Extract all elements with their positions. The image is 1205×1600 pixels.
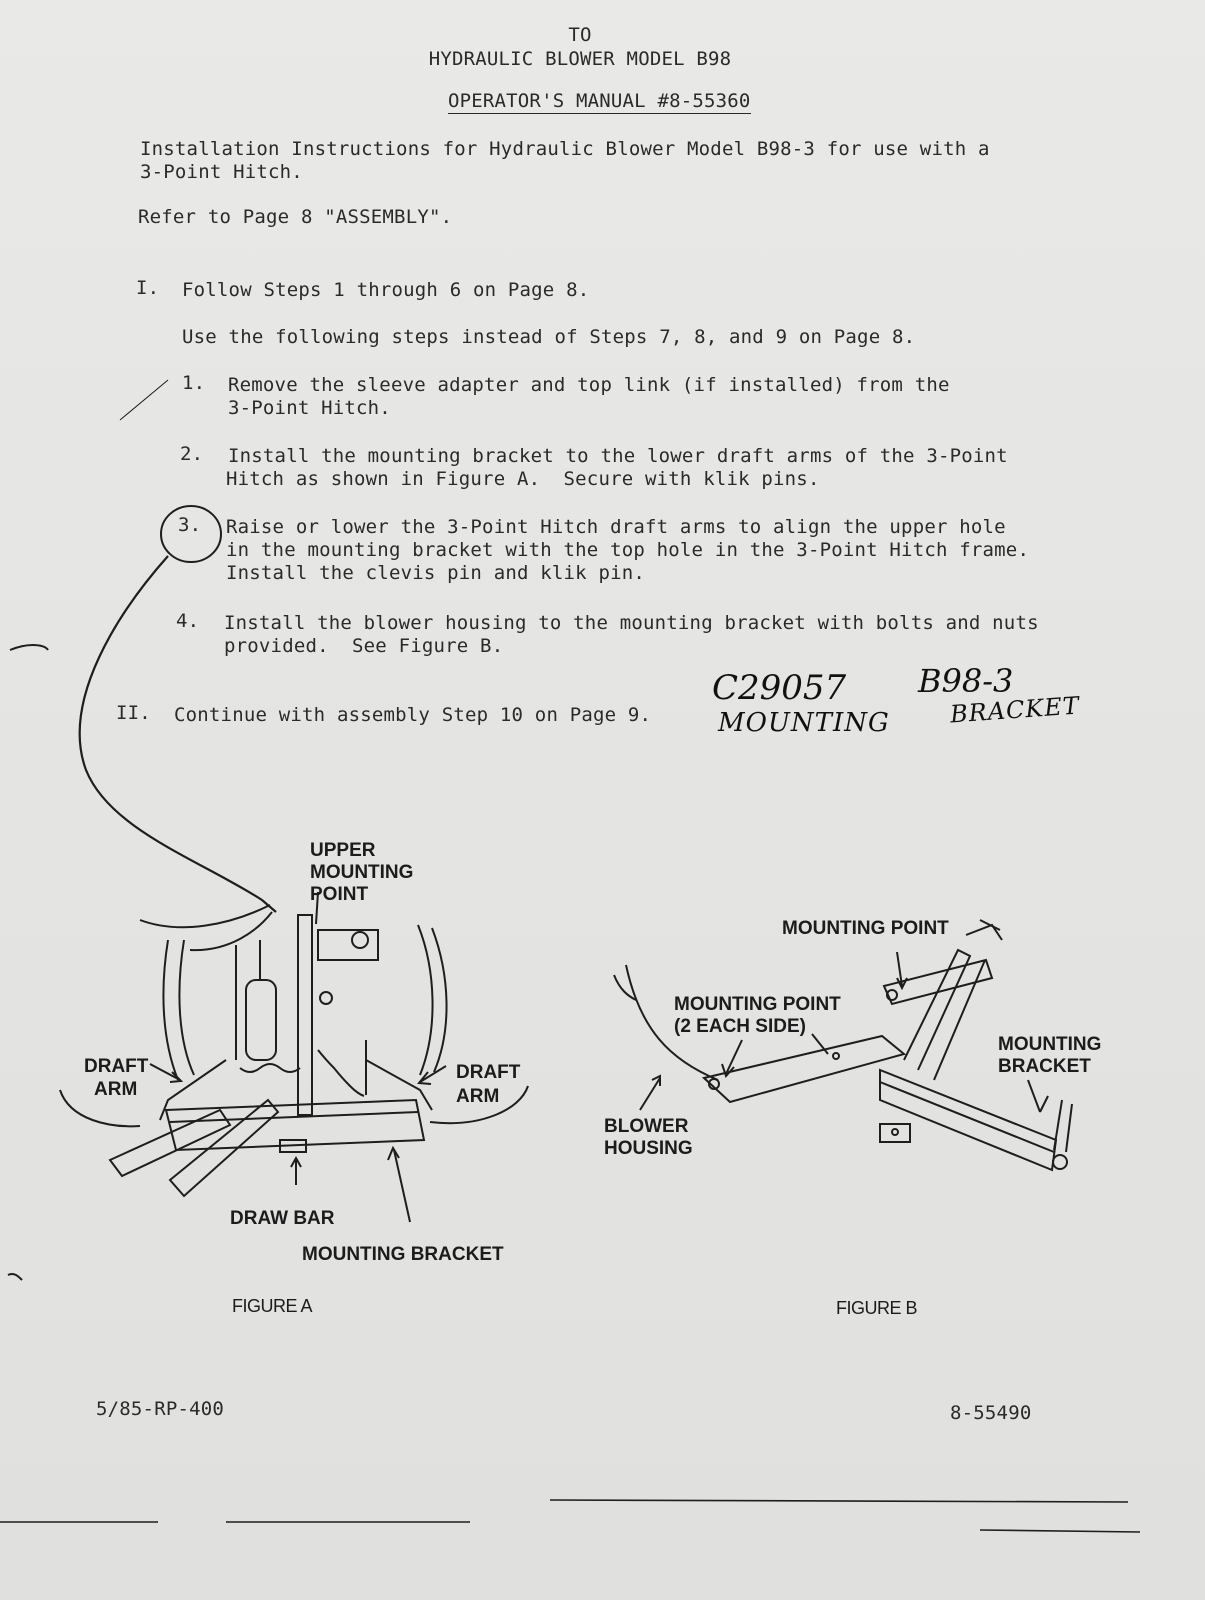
bottom-edge-lines <box>0 1500 1140 1532</box>
section-1-instead: Use the following steps instead of Steps 7, 8, and 9 on Page 8. <box>182 326 916 348</box>
label-mounting-point-each-2: (2 EACH SIDE) <box>674 1016 806 1037</box>
step-1-line-2: 3-Point Hitch. <box>228 397 391 419</box>
handwritten-word-bracket: BRACKET <box>949 691 1081 729</box>
label-upper-3: POINT <box>310 884 369 905</box>
step-4-line-1: Install the blower housing to the mounting bracket with bolts and nuts <box>224 612 1039 634</box>
step-3-number: 3. <box>178 514 202 536</box>
label-upper-1: UPPER <box>310 840 376 861</box>
step-4-number: 4. <box>176 610 200 632</box>
section-1-numeral: I. <box>136 277 160 299</box>
intro-line-1: Installation Instructions for Hydraulic Blower Model B98-3 for use with a <box>140 138 990 160</box>
label-mounting-bracket-b-1: MOUNTING <box>998 1034 1102 1055</box>
step-4-line-2: provided. See Figure B. <box>224 635 504 657</box>
step-2-line-2: Hitch as shown in Figure A. Secure with klik pins. <box>226 468 820 490</box>
label-draw-bar: DRAW BAR <box>230 1208 335 1229</box>
label-blower-housing-1: BLOWER <box>604 1116 689 1137</box>
step-2-number: 2. <box>180 443 204 465</box>
intro-line-2: 3-Point Hitch. <box>140 161 303 183</box>
label-mounting-bracket-b-2: BRACKET <box>998 1056 1091 1077</box>
label-draft-arm-left-2: ARM <box>94 1079 138 1100</box>
step-1-line-1: Remove the sleeve adapter and top link (if installed) from the <box>228 374 950 396</box>
label-mounting-point: MOUNTING POINT <box>782 918 949 939</box>
handwritten-word-mounting: MOUNTING <box>718 708 890 738</box>
step-3-line-2: in the mounting bracket with the top hole in the 3-Point Hitch frame. <box>226 539 1030 561</box>
footer-right-code: 8-55490 <box>950 1402 1032 1424</box>
figure-b-caption: FIGURE B <box>836 1298 918 1318</box>
handwritten-part-number: C29057 <box>712 668 847 708</box>
figure-a-caption: FIGURE A <box>232 1296 313 1316</box>
step-2-line-1: Install the mounting bracket to the lower draft arms of the 3-Point <box>228 445 1008 467</box>
section-1-text: Follow Steps 1 through 6 on Page 8. <box>182 279 590 301</box>
handwritten-model: B98-3 <box>918 662 1014 700</box>
step-1-number: 1. <box>182 372 206 394</box>
header-manual: OPERATOR'S MANUAL #8-55360 <box>447 90 751 112</box>
section-2-numeral: II. <box>116 702 151 724</box>
label-mounting-point-each-1: MOUNTING POINT <box>674 994 841 1015</box>
label-draft-arm-right-2: ARM <box>456 1086 500 1107</box>
section-2-text: Continue with assembly Step 10 on Page 9. <box>174 704 652 726</box>
step-3-circle <box>161 506 221 562</box>
label-draft-arm-right-1: DRAFT <box>456 1062 521 1083</box>
label-draft-arm-left-1: DRAFT <box>84 1056 149 1077</box>
header-model: HYDRAULIC BLOWER MODEL B98 <box>428 48 732 70</box>
step-3-line-1: Raise or lower the 3-Point Hitch draft arms to align the upper hole <box>226 516 1006 538</box>
handwritten-leader-line <box>80 556 276 912</box>
label-mounting-bracket-a: MOUNTING BRACKET <box>302 1244 504 1265</box>
footer-left-code: 5/85-RP-400 <box>96 1398 225 1420</box>
refer-line: Refer to Page 8 "ASSEMBLY". <box>138 206 453 228</box>
label-blower-housing-2: HOUSING <box>604 1138 693 1159</box>
header-to: TO <box>568 24 592 46</box>
step-3-line-3: Install the clevis pin and klik pin. <box>226 562 646 584</box>
label-upper-2: MOUNTING <box>310 862 414 883</box>
